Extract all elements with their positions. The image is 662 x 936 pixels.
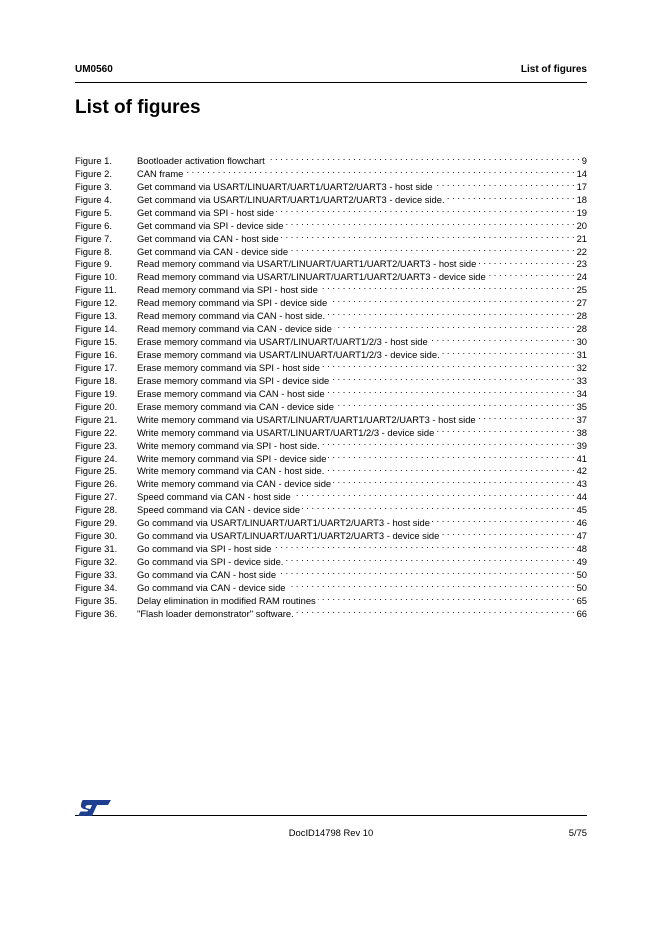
footer-doc-rev: DocID14798 Rev 10	[288, 827, 374, 838]
figure-label: Figure 14.	[75, 323, 118, 335]
figure-label: Figure 1.	[75, 154, 112, 166]
figure-label: Figure 33.	[75, 568, 118, 580]
figure-page-number[interactable]: 48	[576, 543, 587, 555]
dot-leader	[327, 306, 574, 319]
figure-title[interactable]: Get command via SPI - device side	[137, 219, 284, 231]
figure-title[interactable]: Delay elimination in modified RAM routines	[137, 594, 316, 606]
figure-page-number[interactable]: 14	[576, 167, 587, 179]
page-footer	[75, 815, 587, 840]
figure-title[interactable]: Go command via USART/LINUART/UART1/UART2/UART3 - host side	[137, 517, 430, 529]
dot-leader	[302, 500, 574, 513]
figure-page-number[interactable]: 31	[576, 349, 587, 360]
figure-title[interactable]: Read memory command via USART/LINUART/UART1/UART2/UART3 - device side	[137, 271, 486, 283]
figure-page-number[interactable]: 33	[576, 374, 587, 386]
figure-title[interactable]: Get command via CAN - device side	[137, 245, 289, 257]
figure-label: Figure 12.	[75, 297, 118, 309]
figure-page-number[interactable]: 43	[576, 478, 587, 490]
figure-page-number[interactable]: 38	[576, 426, 587, 438]
figure-title[interactable]: Read memory command via SPI - host side	[137, 284, 318, 296]
figure-title[interactable]: Go command via SPI - device side.	[137, 556, 284, 567]
figure-page-number[interactable]: 65	[576, 594, 587, 606]
figure-label: Figure 2.	[75, 167, 112, 179]
figure-label: Figure 17.	[75, 361, 118, 373]
dot-leader	[285, 552, 574, 565]
figure-page-number[interactable]: 32	[576, 361, 587, 373]
dot-leader	[278, 565, 574, 578]
figure-title[interactable]: Get command via USART/LINUART/UART1/UART2/UART3 - device side.	[137, 193, 445, 205]
figure-title[interactable]: Read memory command via CAN - host side.	[137, 310, 326, 322]
figure-page-number[interactable]: 19	[576, 206, 587, 218]
dot-leader	[267, 151, 580, 164]
figure-page-number[interactable]: 41	[576, 452, 587, 464]
dot-leader	[336, 397, 575, 410]
dot-leader	[320, 280, 575, 293]
figure-label: Figure 15.	[75, 336, 118, 348]
figure-title[interactable]: Go command via USART/LINUART/UART1/UART2/UART3 - device side	[137, 530, 440, 542]
dot-leader	[442, 345, 575, 358]
figure-title[interactable]: Write memory command via SPI - host side.	[137, 439, 320, 451]
figure-title[interactable]: Write memory command via CAN - device side	[137, 478, 332, 490]
dot-leader	[318, 591, 575, 604]
figure-label: Figure 7.	[75, 232, 112, 244]
figure-label: Figure 16.	[75, 349, 118, 360]
figure-title[interactable]: Write memory command via CAN - host side.	[137, 465, 325, 477]
dot-leader	[281, 229, 575, 242]
dot-leader	[478, 255, 574, 268]
dot-leader	[293, 487, 575, 500]
figure-label: Figure 31.	[75, 543, 118, 555]
figure-page-number[interactable]: 47	[576, 530, 587, 542]
figure-label: Figure 19.	[75, 387, 118, 399]
dot-leader	[285, 216, 574, 229]
figure-page-number[interactable]: 30	[576, 336, 587, 348]
dot-leader	[185, 164, 574, 177]
figure-label: Figure 4.	[75, 193, 112, 205]
figure-page-number[interactable]: 18	[576, 193, 587, 205]
figure-page-number[interactable]: 21	[576, 232, 587, 244]
figure-title[interactable]: Read memory command via SPI - device side	[137, 297, 328, 309]
dot-leader	[435, 177, 575, 190]
figure-page-number[interactable]: 49	[576, 556, 587, 567]
dot-leader	[322, 436, 575, 449]
figure-label: Figure 6.	[75, 219, 112, 231]
figure-page-number[interactable]: 34	[576, 387, 587, 399]
dot-leader	[296, 604, 575, 617]
figure-title[interactable]: CAN frame	[137, 167, 184, 179]
dot-leader	[322, 358, 575, 371]
figure-title[interactable]: Write memory command via SPI - device side	[137, 452, 327, 464]
figure-label: Figure 25.	[75, 465, 118, 477]
figure-label: Figure 5.	[75, 206, 112, 218]
figure-label: Figure 29.	[75, 517, 118, 529]
dot-leader	[273, 539, 574, 552]
figure-label: Figure 26.	[75, 478, 118, 490]
figure-label: Figure 13.	[75, 310, 118, 322]
figure-label: Figure 20.	[75, 400, 118, 412]
figure-title[interactable]: Erase memory command via SPI - host side	[137, 361, 320, 373]
figure-title[interactable]: Erase memory command via CAN - device side	[137, 400, 334, 412]
figure-page-number[interactable]: 17	[576, 180, 587, 192]
header-section: List of figures	[520, 64, 587, 75]
st-logo-icon	[77, 799, 113, 817]
figure-title[interactable]: Bootloader activation flowchart	[137, 154, 265, 166]
dot-leader	[276, 203, 575, 216]
figure-label: Figure 21.	[75, 413, 118, 425]
figure-label: Figure 24.	[75, 452, 118, 464]
figure-label: Figure 35.	[75, 594, 118, 606]
figure-page-number[interactable]: 37	[576, 413, 587, 425]
figure-title[interactable]: Go command via CAN - host side	[137, 568, 277, 580]
figure-title[interactable]: Speed command via CAN - device side	[137, 504, 301, 516]
figure-label: Figure 34.	[75, 581, 118, 593]
figure-page-number[interactable]: 50	[576, 568, 587, 580]
header-doc-id: UM0560	[75, 64, 113, 75]
figure-page-number[interactable]: 23	[576, 258, 587, 270]
figure-title[interactable]: Erase memory command via SPI - device side	[137, 374, 330, 386]
page-header	[75, 64, 587, 83]
figure-label: Figure 10.	[75, 271, 118, 283]
figure-title[interactable]: Go command via SPI - host side	[137, 543, 272, 555]
figure-label: Figure 11.	[75, 284, 117, 296]
figure-title[interactable]: Read memory command via USART/LINUART/UART1/UART2/UART3 - host side	[137, 258, 477, 270]
dot-leader	[290, 242, 574, 255]
figure-page-number[interactable]: 20	[576, 219, 587, 231]
figure-page-number[interactable]: 28	[576, 310, 587, 322]
dot-leader	[441, 526, 574, 539]
figure-page-number[interactable]: 42	[576, 465, 587, 477]
figure-page-number[interactable]: 9	[581, 154, 587, 166]
page-title: List of figures	[75, 97, 201, 118]
figure-page-number[interactable]: 25	[576, 284, 587, 296]
figure-page-number[interactable]: 66	[576, 607, 587, 619]
dot-leader	[436, 423, 574, 436]
dot-leader	[331, 371, 574, 384]
figure-title[interactable]: Get command via SPI - host side	[137, 206, 275, 218]
figure-title[interactable]: Get command via CAN - host side	[137, 232, 279, 244]
figure-label: Figure 9.	[75, 258, 112, 270]
figure-label: Figure 32.	[75, 556, 118, 567]
figure-entry[interactable]	[75, 151, 587, 164]
dot-leader	[288, 578, 575, 591]
figure-label: Figure 18.	[75, 374, 118, 386]
figure-title[interactable]: Write memory command via USART/LINUART/UART1/UART2/UART3 - host side	[137, 413, 476, 425]
figure-title[interactable]: Erase memory command via CAN - host side	[137, 387, 325, 399]
figure-title[interactable]: Go command via CAN - device side	[137, 581, 286, 593]
dot-leader	[328, 449, 574, 462]
figure-page-number[interactable]: 39	[576, 439, 587, 451]
dot-leader	[334, 319, 575, 332]
figure-label: Figure 27.	[75, 491, 118, 503]
figure-page-number[interactable]: 35	[576, 400, 587, 412]
dot-leader	[478, 410, 575, 423]
figure-title[interactable]: Speed command via CAN - host side	[137, 491, 291, 503]
figure-page-number[interactable]: 45	[576, 504, 587, 516]
figure-page-number[interactable]: 24	[576, 271, 587, 283]
figure-title[interactable]: Read memory command via CAN - device side	[137, 323, 332, 335]
figure-page-number[interactable]: 50	[576, 581, 587, 593]
dot-leader	[488, 267, 575, 280]
figure-page-number[interactable]: 44	[576, 491, 587, 503]
dot-leader	[329, 293, 574, 306]
figure-title[interactable]: Erase memory command via USART/LINUART/UART1/2/3 - host side	[137, 336, 428, 348]
figure-page-number[interactable]: 46	[576, 517, 587, 529]
dot-leader	[447, 190, 575, 203]
figure-label: Figure 36.	[75, 607, 118, 619]
figure-title[interactable]: Erase memory command via USART/LINUART/UART1/2/3 - device side.	[137, 349, 440, 360]
figure-title[interactable]: Write memory command via USART/LINUART/UART1/2/3 - device side	[137, 426, 435, 438]
figure-label: Figure 22.	[75, 426, 118, 438]
figure-label: Figure 3.	[75, 180, 112, 192]
figure-page-number[interactable]: 27	[576, 297, 587, 309]
dot-leader	[432, 513, 575, 526]
dot-leader	[327, 384, 575, 397]
footer-page-number: 5/75	[568, 827, 587, 838]
figure-label: Figure 8.	[75, 245, 112, 257]
figure-page-number[interactable]: 22	[576, 245, 587, 257]
dot-leader	[430, 332, 575, 345]
figure-title[interactable]: "Flash loader demonstrator" software.	[137, 607, 294, 619]
list-of-figures	[75, 151, 587, 617]
dot-leader	[333, 474, 574, 487]
figure-label: Figure 23.	[75, 439, 118, 451]
figure-label: Figure 28.	[75, 504, 118, 516]
figure-page-number[interactable]: 28	[576, 323, 587, 335]
figure-label: Figure 30.	[75, 530, 118, 542]
figure-title[interactable]: Get command via USART/LINUART/UART1/UART2/UART3 - host side	[137, 180, 433, 192]
dot-leader	[326, 462, 574, 475]
